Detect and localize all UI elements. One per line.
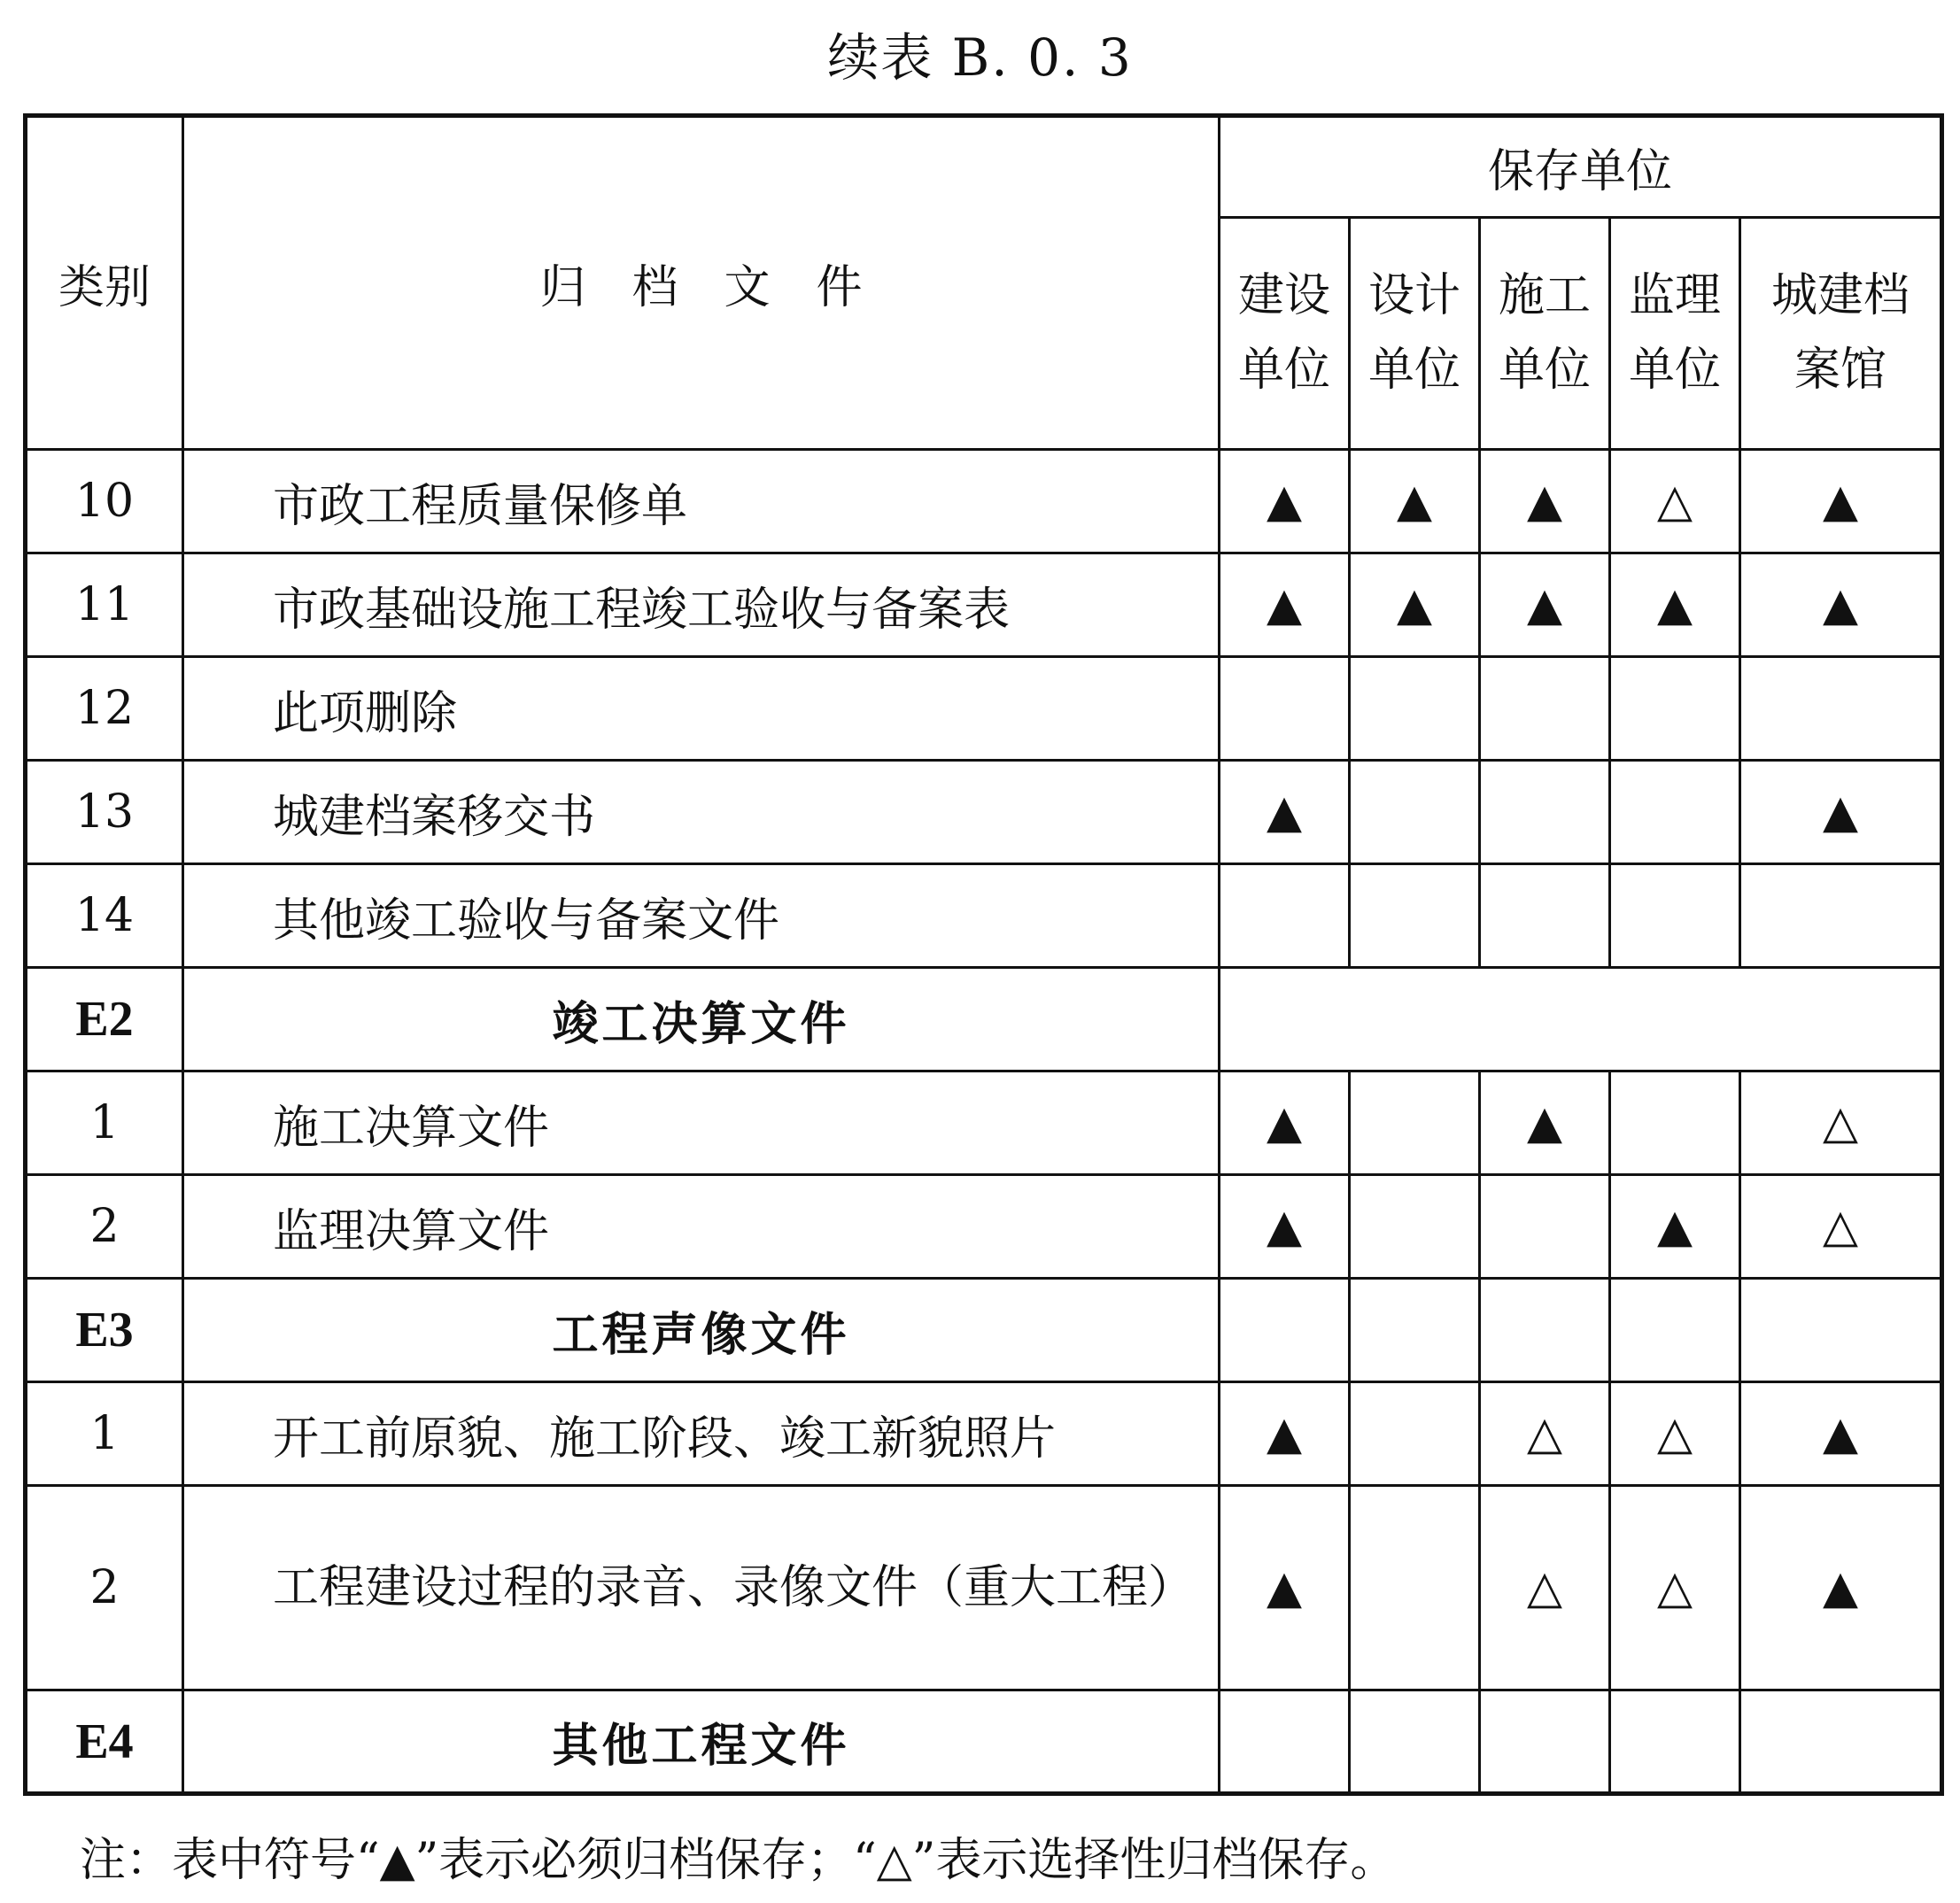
mark-cell: △ [1480, 1486, 1610, 1690]
mark-cell [1220, 1690, 1350, 1794]
section-title: 其他工程文件 [183, 1690, 1220, 1794]
mark-cell: ▲ [1220, 450, 1350, 553]
mark-cell [1480, 1175, 1610, 1279]
mark-cell [1610, 1071, 1740, 1175]
mark-cell [1610, 761, 1740, 864]
document-cell: 此项删除 [183, 657, 1220, 761]
mark-cell: △ [1740, 1175, 1942, 1279]
mark-cell: ▲ [1350, 450, 1480, 553]
mark-cell: ▲ [1220, 1071, 1350, 1175]
category-cell: 1 [26, 1382, 183, 1486]
mark-cell: ▲ [1350, 553, 1480, 657]
mark-cell [1350, 657, 1480, 761]
table-row [26, 761, 1942, 864]
mark-cell [1480, 657, 1610, 761]
mark-cell [1740, 864, 1942, 968]
mark-cell [1350, 1690, 1480, 1794]
table-row [26, 1175, 1942, 1279]
header-storage-unit: 保存单位 [1220, 116, 1942, 218]
mark-cell [1220, 657, 1350, 761]
mark-cell: ▲ [1480, 1071, 1610, 1175]
header-unit-design: 设计 单位 [1350, 218, 1480, 450]
mark-cell [1740, 1279, 1942, 1382]
mark-cell [1740, 657, 1942, 761]
mark-cell: △ [1740, 1071, 1942, 1175]
mark-cell [1350, 1279, 1480, 1382]
mark-cell [1610, 1279, 1740, 1382]
mark-cell: △ [1610, 1486, 1740, 1690]
mark-cell: ▲ [1480, 553, 1610, 657]
mark-cell: △ [1610, 1382, 1740, 1486]
section-code: E3 [26, 1279, 183, 1382]
header-category: 类别 [26, 116, 183, 450]
section-row [26, 1279, 1942, 1382]
section-code: E4 [26, 1690, 183, 1794]
mark-cell [1350, 1486, 1480, 1690]
mark-cell [1480, 1690, 1610, 1794]
document-cell: 施工决算文件 [183, 1071, 1220, 1175]
category-cell: 2 [26, 1486, 183, 1690]
mark-cell: ▲ [1740, 1382, 1942, 1486]
table-row [26, 450, 1942, 553]
section-code: E2 [26, 968, 183, 1071]
category-cell: 10 [26, 450, 183, 553]
mark-cell [1480, 1279, 1610, 1382]
section-row [26, 1690, 1942, 1794]
mark-cell: ▲ [1220, 1382, 1350, 1486]
table-row [26, 1486, 1942, 1690]
mark-cell: △ [1480, 1382, 1610, 1486]
category-cell: 12 [26, 657, 183, 761]
section-row [26, 968, 1942, 1071]
document-cell: 监理决算文件 [183, 1175, 1220, 1279]
table-row [26, 1071, 1942, 1175]
mark-cell: ▲ [1740, 1486, 1942, 1690]
mark-cell: ▲ [1740, 553, 1942, 657]
table-title: 续表 B. 0. 3 [827, 27, 1133, 88]
header-document: 归 档 文 件 [183, 116, 1220, 450]
archive-table [23, 113, 1944, 1796]
mark-cell [1350, 1175, 1480, 1279]
mark-cell: ▲ [1220, 761, 1350, 864]
header-unit-urban-archive: 城建档 案馆 [1740, 218, 1942, 450]
table-row [26, 1382, 1942, 1486]
category-cell: 11 [26, 553, 183, 657]
mark-cell [1740, 1690, 1942, 1794]
header-unit-construction-owner: 建设 单位 [1220, 218, 1350, 450]
table-row [26, 657, 1942, 761]
mark-cell: ▲ [1480, 450, 1610, 553]
mark-cell [1350, 1071, 1480, 1175]
category-cell: 14 [26, 864, 183, 968]
mark-cell [1480, 761, 1610, 864]
document-cell: 其他竣工验收与备案文件 [183, 864, 1220, 968]
mark-cell: ▲ [1740, 761, 1942, 864]
document-cell: 市政工程质量保修单 [183, 450, 1220, 553]
mark-cell [1220, 1279, 1350, 1382]
mark-cell [1350, 864, 1480, 968]
mark-cell [1350, 761, 1480, 864]
mark-cell [1610, 1690, 1740, 1794]
mark-cell: ▲ [1220, 553, 1350, 657]
category-cell: 2 [26, 1175, 183, 1279]
mark-cell [1350, 1382, 1480, 1486]
mark-cell: ▲ [1610, 553, 1740, 657]
mark-cell [1220, 864, 1350, 968]
table-note: 注：表中符号“▲”表示必须归档保存；“△”表示选择性归档保存。 [80, 1834, 1397, 1887]
mark-cell: ▲ [1610, 1175, 1740, 1279]
section-title: 竣工决算文件 [183, 968, 1220, 1071]
mark-cell [1610, 864, 1740, 968]
category-cell: 1 [26, 1071, 183, 1175]
header-unit-contractor: 施工 单位 [1480, 218, 1610, 450]
document-cell: 工程建设过程的录音、录像文件（重大工程） [183, 1486, 1220, 1690]
document-cell: 开工前原貌、施工阶段、竣工新貌照片 [183, 1382, 1220, 1486]
header-row-top [26, 116, 1942, 218]
category-cell: 13 [26, 761, 183, 864]
mark-cell [1480, 864, 1610, 968]
section-title: 工程声像文件 [183, 1279, 1220, 1382]
document-cell: 城建档案移交书 [183, 761, 1220, 864]
mark-cell [1610, 657, 1740, 761]
mark-cell: ▲ [1740, 450, 1942, 553]
section-empty-cell [1220, 968, 1942, 1071]
table-row [26, 553, 1942, 657]
mark-cell: △ [1610, 450, 1740, 553]
document-cell: 市政基础设施工程竣工验收与备案表 [183, 553, 1220, 657]
mark-cell: ▲ [1220, 1486, 1350, 1690]
header-unit-supervision: 监理 单位 [1610, 218, 1740, 450]
mark-cell: ▲ [1220, 1175, 1350, 1279]
table-row [26, 864, 1942, 968]
